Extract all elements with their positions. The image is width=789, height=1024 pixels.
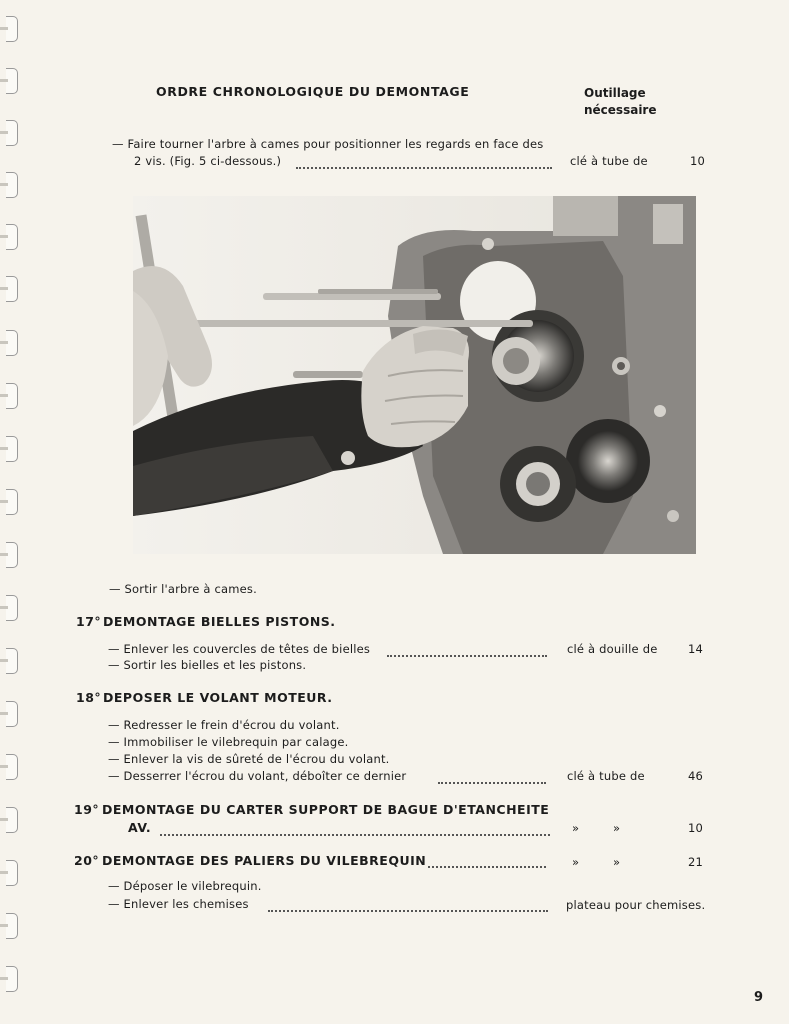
leader-dots <box>387 641 547 657</box>
ditto-mark: » <box>613 821 621 835</box>
step-text: — Desserrer l'écrou du volant, déboîter ce dernier <box>108 769 407 783</box>
step-text: — Enlever les chemises <box>108 897 249 911</box>
leader-dots <box>268 896 548 912</box>
step-text: — Immobiliser le vilebrequin par calage. <box>108 735 349 749</box>
step-text: — Enlever les couvercles de têtes de bielles <box>108 642 371 656</box>
step-text: — Redresser le frein d'écrou du volant. <box>108 718 340 732</box>
step-text: — Faire tourner l'arbre à cames pour positionner les regards en face des <box>112 137 544 151</box>
tool-name: clé à tube de <box>570 154 648 168</box>
tool-size: 10 <box>688 821 704 835</box>
step-text: — Sortir les bielles et les pistons. <box>108 658 307 672</box>
section-title: DEMONTAGE DU CARTER SUPPORT DE BAGUE D'ETANCHEITE <box>102 802 550 817</box>
section-title: DEPOSER LE VOLANT MOTEUR. <box>103 690 333 705</box>
page-number: 9 <box>754 990 764 1005</box>
leader-dots <box>160 820 550 836</box>
step-text: — Sortir l'arbre à cames. <box>109 582 257 596</box>
step-text: — Enlever la vis de sûreté de l'écrou du volant. <box>108 752 390 766</box>
section-title: DEMONTAGE BIELLES PISTONS. <box>103 614 336 629</box>
tool-size: 46 <box>688 769 704 783</box>
ditto-mark: » <box>572 855 580 869</box>
tool-name: plateau pour chemises. <box>566 898 706 912</box>
tool-name: clé à douille de <box>567 642 658 656</box>
tool-size: 10 <box>690 154 706 168</box>
section-number: 19° <box>74 802 100 817</box>
leader-dots <box>428 852 546 868</box>
section-title-continued: AV. <box>128 820 152 835</box>
spiral-binding <box>0 0 26 1024</box>
step-text: 2 vis. (Fig. 5 ci-dessous.) <box>134 154 282 168</box>
section-number: 18° <box>76 690 102 705</box>
ditto-mark: » <box>572 821 580 835</box>
tool-size: 21 <box>688 855 704 869</box>
section-number: 17° <box>76 614 102 629</box>
section-title: DEMONTAGE DES PALIERS DU VILEBREQUIN <box>102 853 427 868</box>
leader-dots <box>438 768 546 784</box>
tool-size: 14 <box>688 642 704 656</box>
step-text: — Déposer le vilebrequin. <box>108 879 262 893</box>
section-number: 20° <box>74 853 100 868</box>
page-title: ORDRE CHRONOLOGIQUE DU DEMONTAGE <box>156 84 470 99</box>
engine-photo <box>133 196 696 554</box>
tool-name: clé à tube de <box>567 769 645 783</box>
ditto-mark: » <box>613 855 621 869</box>
leader-dots <box>296 153 552 169</box>
tools-column-header: Outillage nécessaire <box>584 86 657 117</box>
